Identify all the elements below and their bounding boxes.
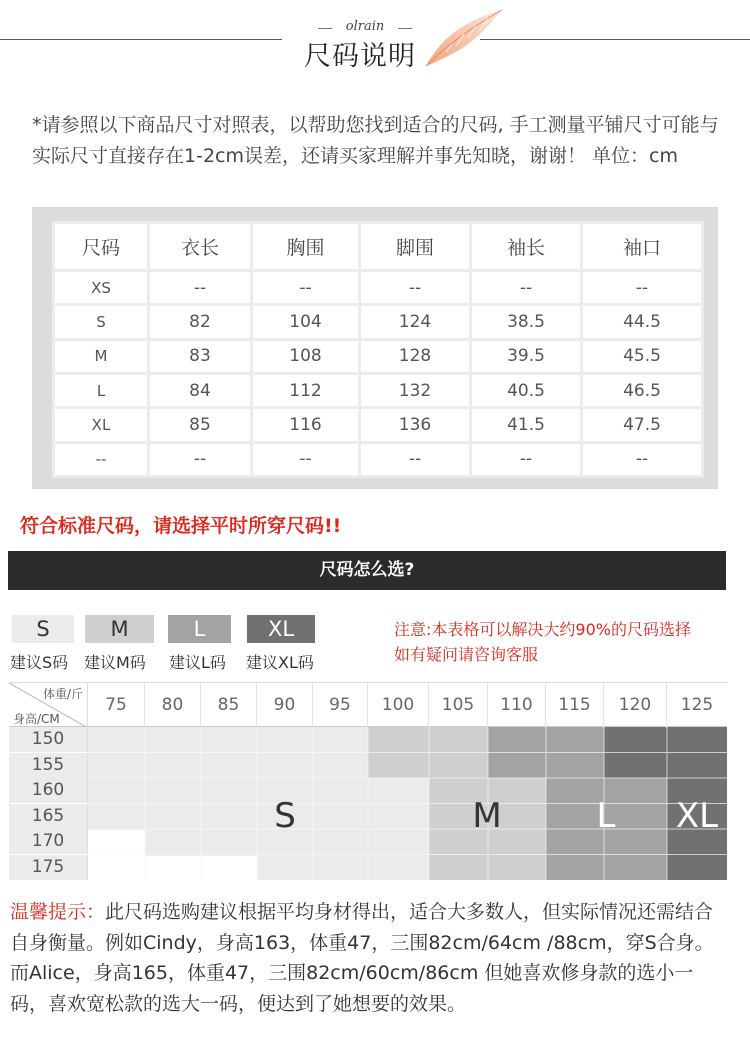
table-cell: -- [150,272,250,303]
table-cell: L [55,375,147,406]
weight-col: 125 [680,695,714,715]
table-cell: 82 [150,306,250,337]
table-cell: 46.5 [583,375,701,406]
table-cell: -- [150,444,250,475]
table-cell: -- [253,272,358,303]
table-cell: 104 [253,306,358,337]
table-cell: 132 [361,375,469,406]
col-header-chest: 胸围 [253,224,358,269]
size-table [52,221,704,478]
weight-col: 80 [145,683,201,728]
weight-col: 75 [88,683,145,728]
table-cell: -- [583,272,701,303]
table-cell: 112 [253,375,358,406]
brand-logo: olrain [345,19,385,34]
table-cell: 83 [150,341,250,372]
legend-swatch-xl: XL [247,615,315,643]
table-cell: 85 [150,409,250,440]
size-table-panel [52,221,704,478]
table-cell: -- [55,444,147,475]
warm-tip [10,897,725,1019]
table-cell: -- [361,272,469,303]
table-cell: -- [472,444,580,475]
col-header-sleeve: 袖长 [472,224,580,269]
weight-col: 95 [313,683,368,728]
coverage-note-line2: 如有疑问请咨询客服 [394,645,539,664]
table-cell: 44.5 [583,306,701,337]
table-row [55,409,701,440]
legend-label-s: 建议S码 [10,653,69,672]
size-table-frame [32,207,718,489]
legend-swatch-l: L [168,615,231,643]
table-cell: 45.5 [583,341,701,372]
legend-label-m: 建议M码 [84,653,146,672]
height-row-label: 155 [9,753,88,778]
table-cell: 38.5 [472,306,580,337]
table-cell: XS [55,272,147,303]
legend-swatch-s: S [12,615,74,643]
weight-header-row [9,682,727,727]
weight-col: 85 [201,683,257,728]
table-cell: -- [583,444,701,475]
weight-col: 120 [604,683,667,728]
size-table-header-row [55,224,701,269]
table-cell: 116 [253,409,358,440]
height-row-label: 165 [9,804,88,829]
table-cell: -- [361,444,469,475]
weight-col: 105 [429,683,488,728]
size-recommendation-chart [9,682,727,880]
warm-tip-label: 温馨提示： [10,901,106,923]
table-cell: 41.5 [472,409,580,440]
zone-label-m: M [472,796,502,836]
legend-swatch-m: M [85,615,154,643]
weight-col: 90 [257,683,313,728]
zone-label-l: L [596,796,616,836]
coverage-note-line1: 注意:本表格可以解决大约90%的尺码选择 [394,620,691,639]
col-header-length: 衣长 [150,224,250,269]
table-cell: 40.5 [472,375,580,406]
standard-size-notice: 符合标准尺码，请选择平时所穿尺码!! [20,515,342,537]
header-divider-left [0,39,282,40]
feather-icon [418,4,510,72]
table-row [55,341,701,372]
table-cell: 47.5 [583,409,701,440]
table-row [55,306,701,337]
table-cell: S [55,306,147,337]
table-cell: -- [253,444,358,475]
height-row-label: 170 [9,829,88,854]
weight-col: 110 [488,683,546,728]
weight-col: 100 [368,683,429,728]
height-row-label: 150 [9,727,88,752]
coverage-note [394,617,691,667]
corner-weight-label: 体重/斤 [42,687,83,701]
warm-tip-text: 此尺码选购建议根据平均身材得出，适合大多数人，但实际情况还需结合自身衡量。例如Cindy，身高163，体重47，三围82cm/64cm /88cm，穿S合身。而Alice，身高165，体重47，三围82cm/60cm/86cm 但她喜欢修身款的选小一码，喜欢宽松款的选大一码，便达到了她想要的效果。 [10,901,714,1015]
table-cell: XL [55,409,147,440]
table-cell: 84 [150,375,250,406]
zone-label-xl: XL [675,796,719,836]
col-header-hem: 脚围 [361,224,469,269]
section-title: 尺码怎么选? [319,560,415,580]
table-cell: -- [472,272,580,303]
table-row [55,375,701,406]
legend-label-l: 建议L码 [169,653,226,672]
corner-height-label: 身高/CM [13,712,60,726]
table-cell: 136 [361,409,469,440]
height-row-label: 160 [9,778,88,803]
col-header-size: 尺码 [55,224,147,269]
table-row [55,272,701,303]
table-cell: 108 [253,341,358,372]
zone-label-s: S [274,796,296,836]
intro-text: *请参照以下商品尺寸对照表，以帮助您找到适合的尺码, 手工测量平铺尺寸可能与实际尺寸直接存在1-2cm误差，还请买家理解并事先知晓，谢谢！ 单位：cm [32,114,719,167]
table-row [55,444,701,475]
table-cell: M [55,341,147,372]
table-cell: 128 [361,341,469,372]
table-cell: 39.5 [472,341,580,372]
section-title-bar [8,551,726,590]
page-title: 尺码说明 [304,41,416,72]
header-divider-right [480,39,750,40]
chart-corner [9,683,88,728]
weight-col: 115 [546,683,604,728]
legend-label-xl: 建议XL码 [246,653,314,672]
height-row-label: 175 [9,855,88,880]
col-header-cuff: 袖口 [583,224,701,269]
table-cell: 124 [361,306,469,337]
brand-dash-right [398,28,412,29]
